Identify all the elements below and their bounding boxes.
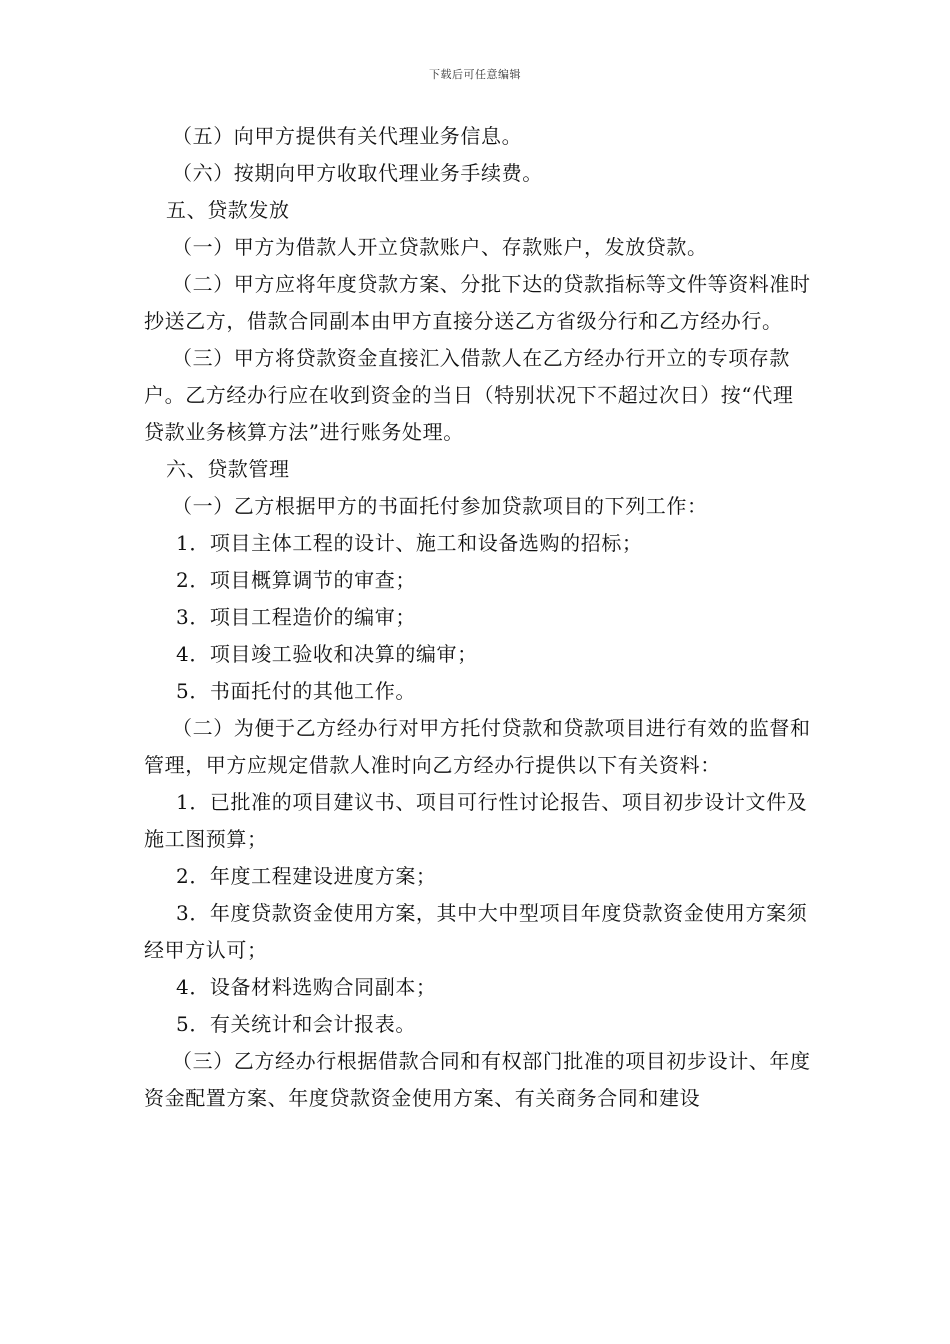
list-item: 5．书面托付的其他工作。 (176, 679, 416, 703)
list-item: 3．年度贷款资金使用方案，其中大中型项目年度贷款资金使用方案须经甲方认可； (144, 901, 808, 962)
paragraph: （五）向甲方提供有关代理业务信息。 (172, 124, 523, 148)
page-header: 下载后可任意编辑 (429, 68, 521, 81)
paragraph: （三）乙方经办行根据借款合同和有权部门批准的项目初步设计、年度资金配置方案、年度贷款资金使用方案、有关商务合同和建设 (144, 1049, 811, 1110)
paragraph: （三）甲方将贷款资金直接汇入借款人在乙方经办行开立的专项存款户。乙方经办行应在收到资金的当日（特别状况下不超过次日）按“代理贷款业务核算方法”进行账务处理。 (144, 346, 794, 444)
list-item: 2．项目概算调节的审查； (176, 568, 416, 592)
list-item: 4．项目竣工验收和决算的编审； (176, 642, 478, 666)
paragraph: （六）按期向甲方收取代理业务手续费。 (172, 161, 543, 185)
paragraph: （二）为便于乙方经办行对甲方托付贷款和贷款项目进行有效的监督和管理，甲方应规定借款人准时向乙方经办行提供以下有关资料： (144, 716, 811, 777)
paragraph: （二）甲方应将年度贷款方案、分批下达的贷款指标等文件等资料准时抄送乙方，借款合同副本由甲方直接分送乙方省级分行和乙方经办行。 (144, 272, 811, 333)
list-item: 3．项目工程造价的编审； (176, 605, 416, 629)
section-heading: 五、贷款发放 (166, 198, 290, 222)
list-item: 1．已批准的项目建议书、项目可行性讨论报告、项目初步设计文件及施工图预算； (144, 790, 808, 851)
section-heading: 六、贷款管理 (166, 457, 290, 481)
list-item: 5．有关统计和会计报表。 (176, 1012, 416, 1036)
paragraph: （一）乙方根据甲方的书面托付参加贷款项目的下列工作： (172, 494, 708, 518)
list-item: 1．项目主体工程的设计、施工和设备选购的招标； (176, 531, 643, 555)
document-body (144, 118, 812, 1117)
list-item: 4．设备材料选购合同副本； (176, 975, 437, 999)
paragraph: （一）甲方为借款人开立贷款账户、存款账户，发放贷款。 (172, 235, 708, 259)
list-item: 2．年度工程建设进度方案； (176, 864, 437, 888)
